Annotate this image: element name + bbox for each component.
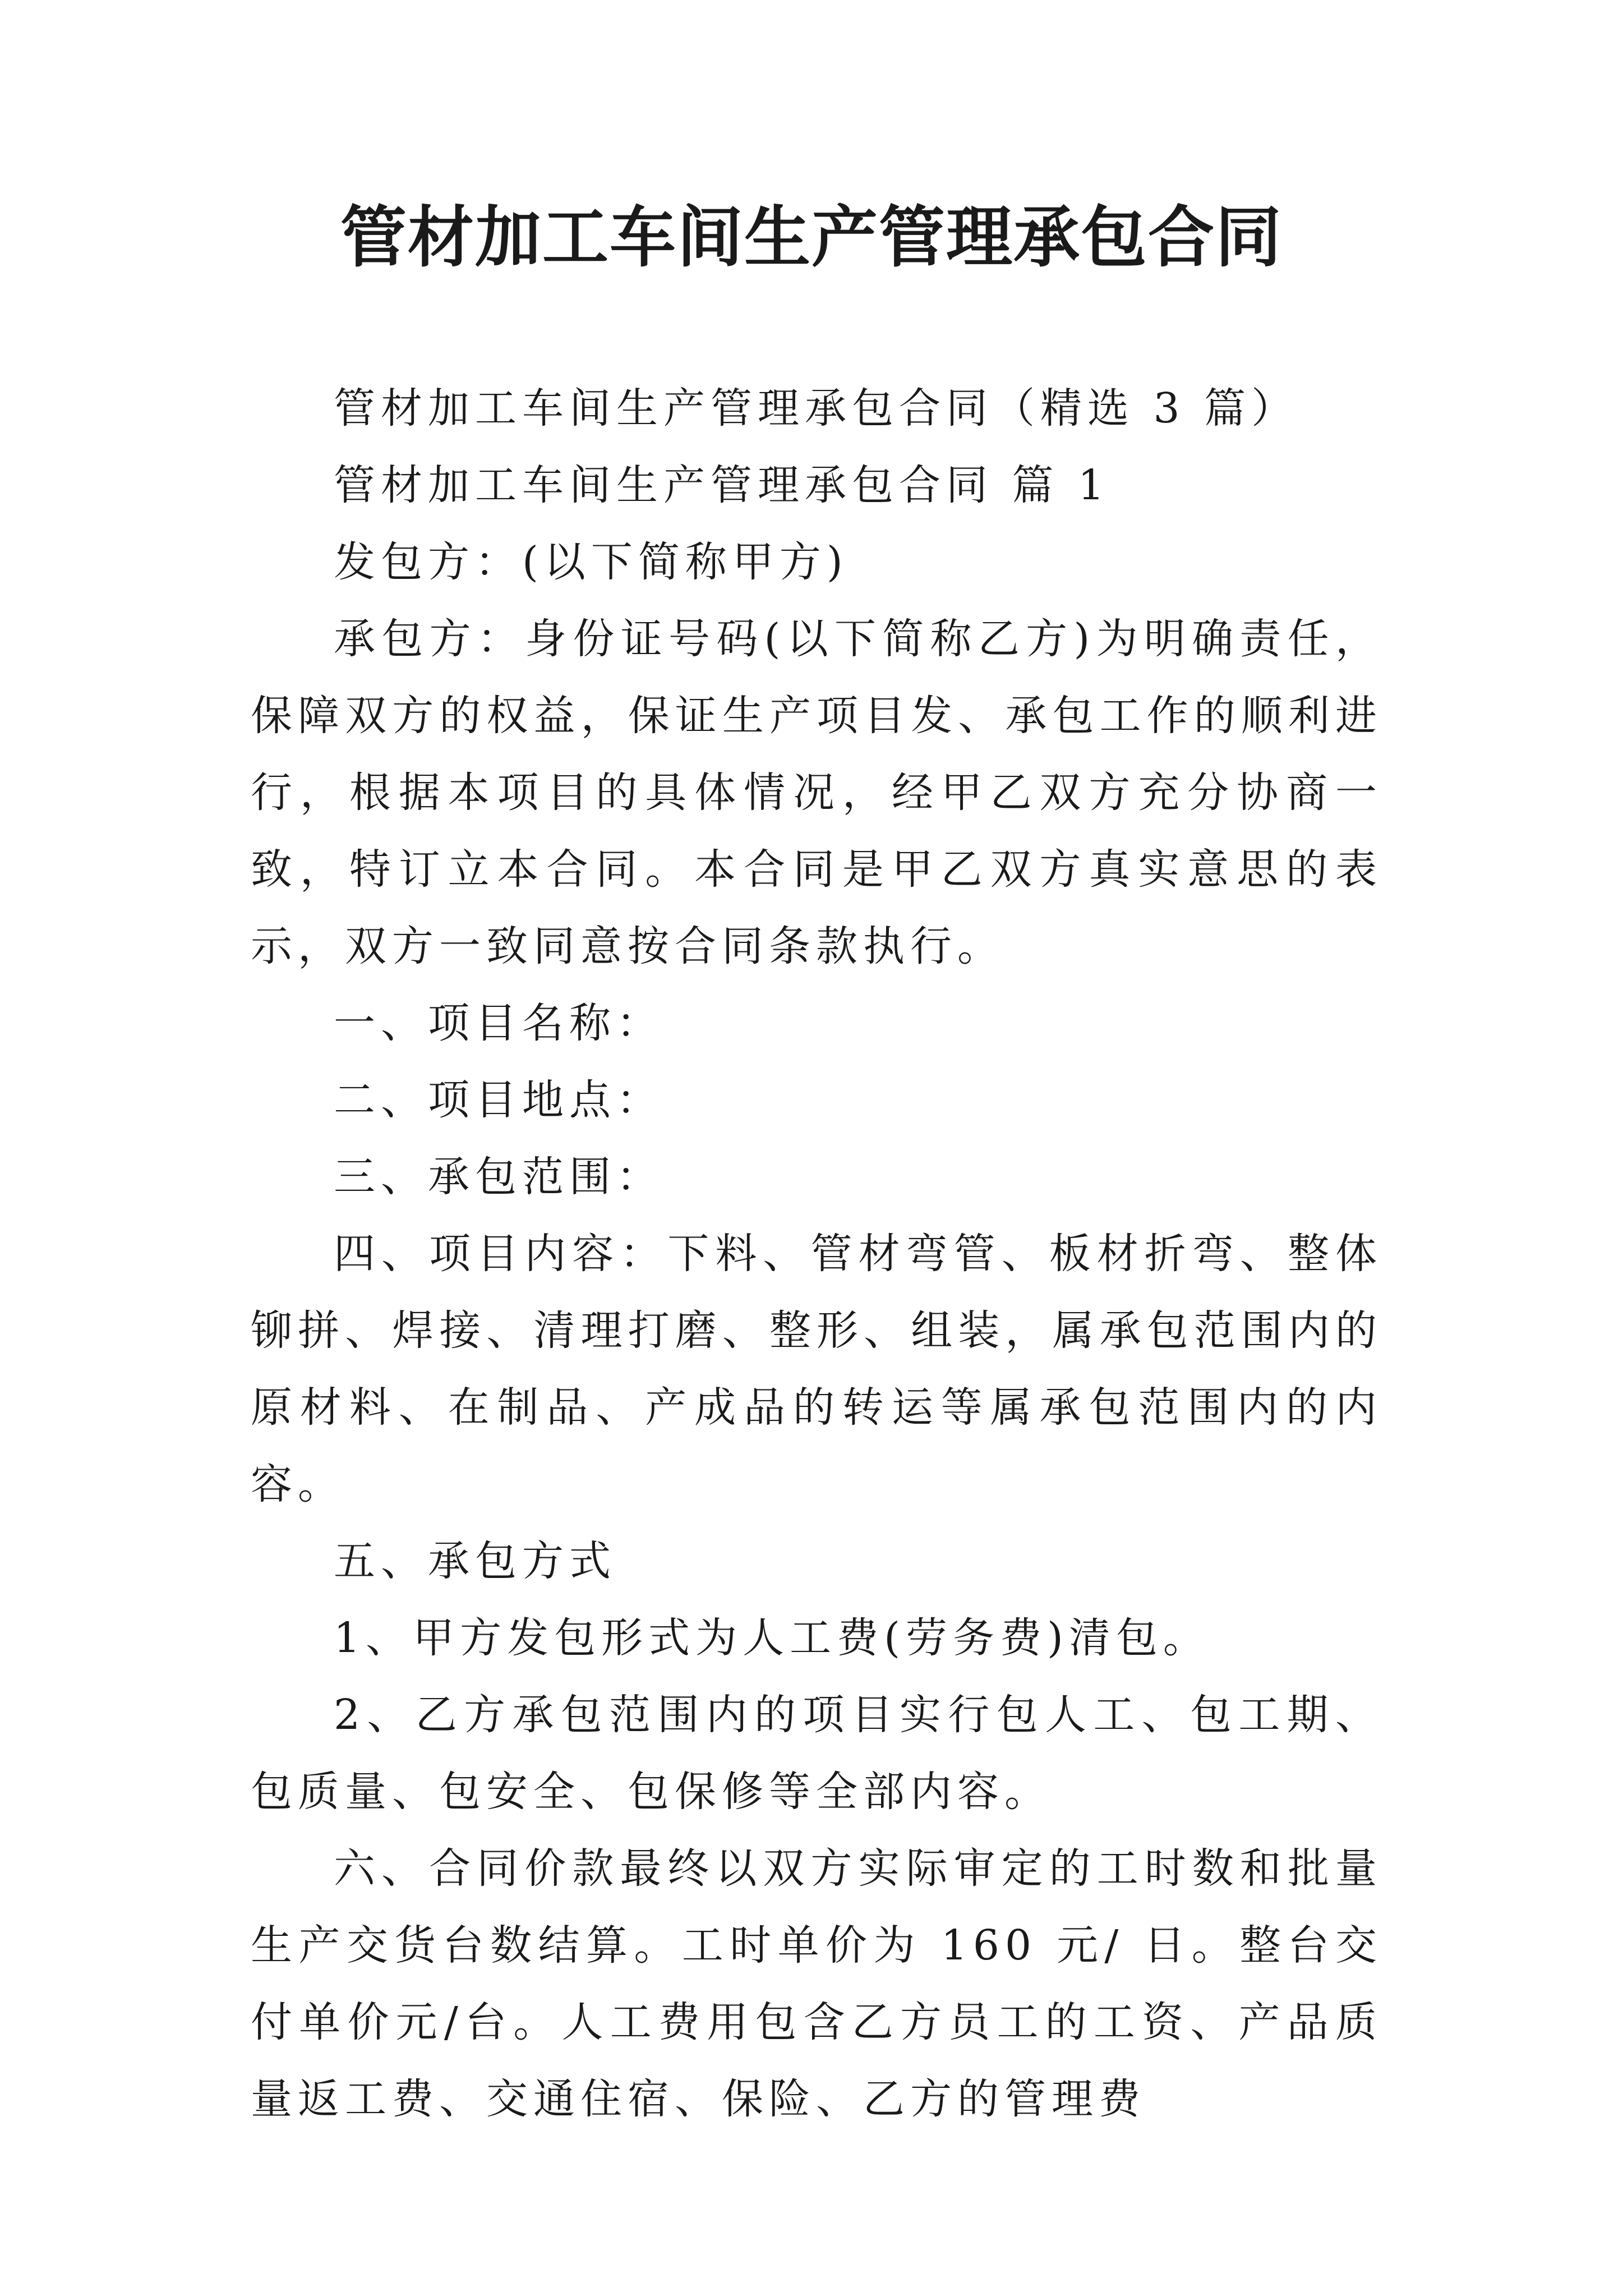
paragraph-project-content: 四、项目内容：下料、管材弯管、板材折弯、整体铆拼、焊接、清理打磨、整形、组装，属承包范围内的原材料、在制品、产成品的转运等属承包范围内的内容。 <box>251 1230 1382 1508</box>
paragraph-contractor: 承包方：身份证号码(以下简称乙方)为明确责任，保障双方的权益，保证生产项目发、承包工作的顺利进行，根据本项目的具体情况，经甲乙双方充分协商一致，特订立本合同。本合同是甲乙双方真实意思的表示，双方一致同意按合同条款执行。 <box>251 615 1382 970</box>
paragraph-contract-price: 六、合同价款最终以双方实际审定的工时数和批量生产交货台数结算。工时单价为 160 元/ 日。整台交付单价元/台。人工费用包含乙方员工的工资、产品质量返工费、交通住宿、保险、乙方的管理费 <box>251 1844 1382 2123</box>
paragraph-project-name: 一、项目名称： <box>334 999 663 1047</box>
document-body <box>251 370 1382 2138</box>
document-title: 管材加工车间生产管理承包合同 <box>340 198 1283 276</box>
paragraph-project-location: 二、项目地点： <box>334 1076 663 1124</box>
paragraph-subtitle: 管材加工车间生产管理承包合同（精选 3 篇） <box>334 384 1299 432</box>
paragraph-method-item-1: 1、甲方发包形式为人工费(劳务费)清包。 <box>334 1614 1210 1662</box>
paragraph-contract-method: 五、承包方式 <box>334 1537 616 1585</box>
paragraph-contract-scope: 三、承包范围： <box>334 1153 663 1201</box>
paragraph-part-heading: 管材加工车间生产管理承包合同 篇 1 <box>334 461 1110 509</box>
paragraph-method-item-2: 2、乙方承包范围内的项目实行包人工、包工期、包质量、包安全、包保修等全部内容。 <box>251 1691 1382 1816</box>
paragraph-employer: 发包方：(以下简称甲方) <box>334 538 849 586</box>
